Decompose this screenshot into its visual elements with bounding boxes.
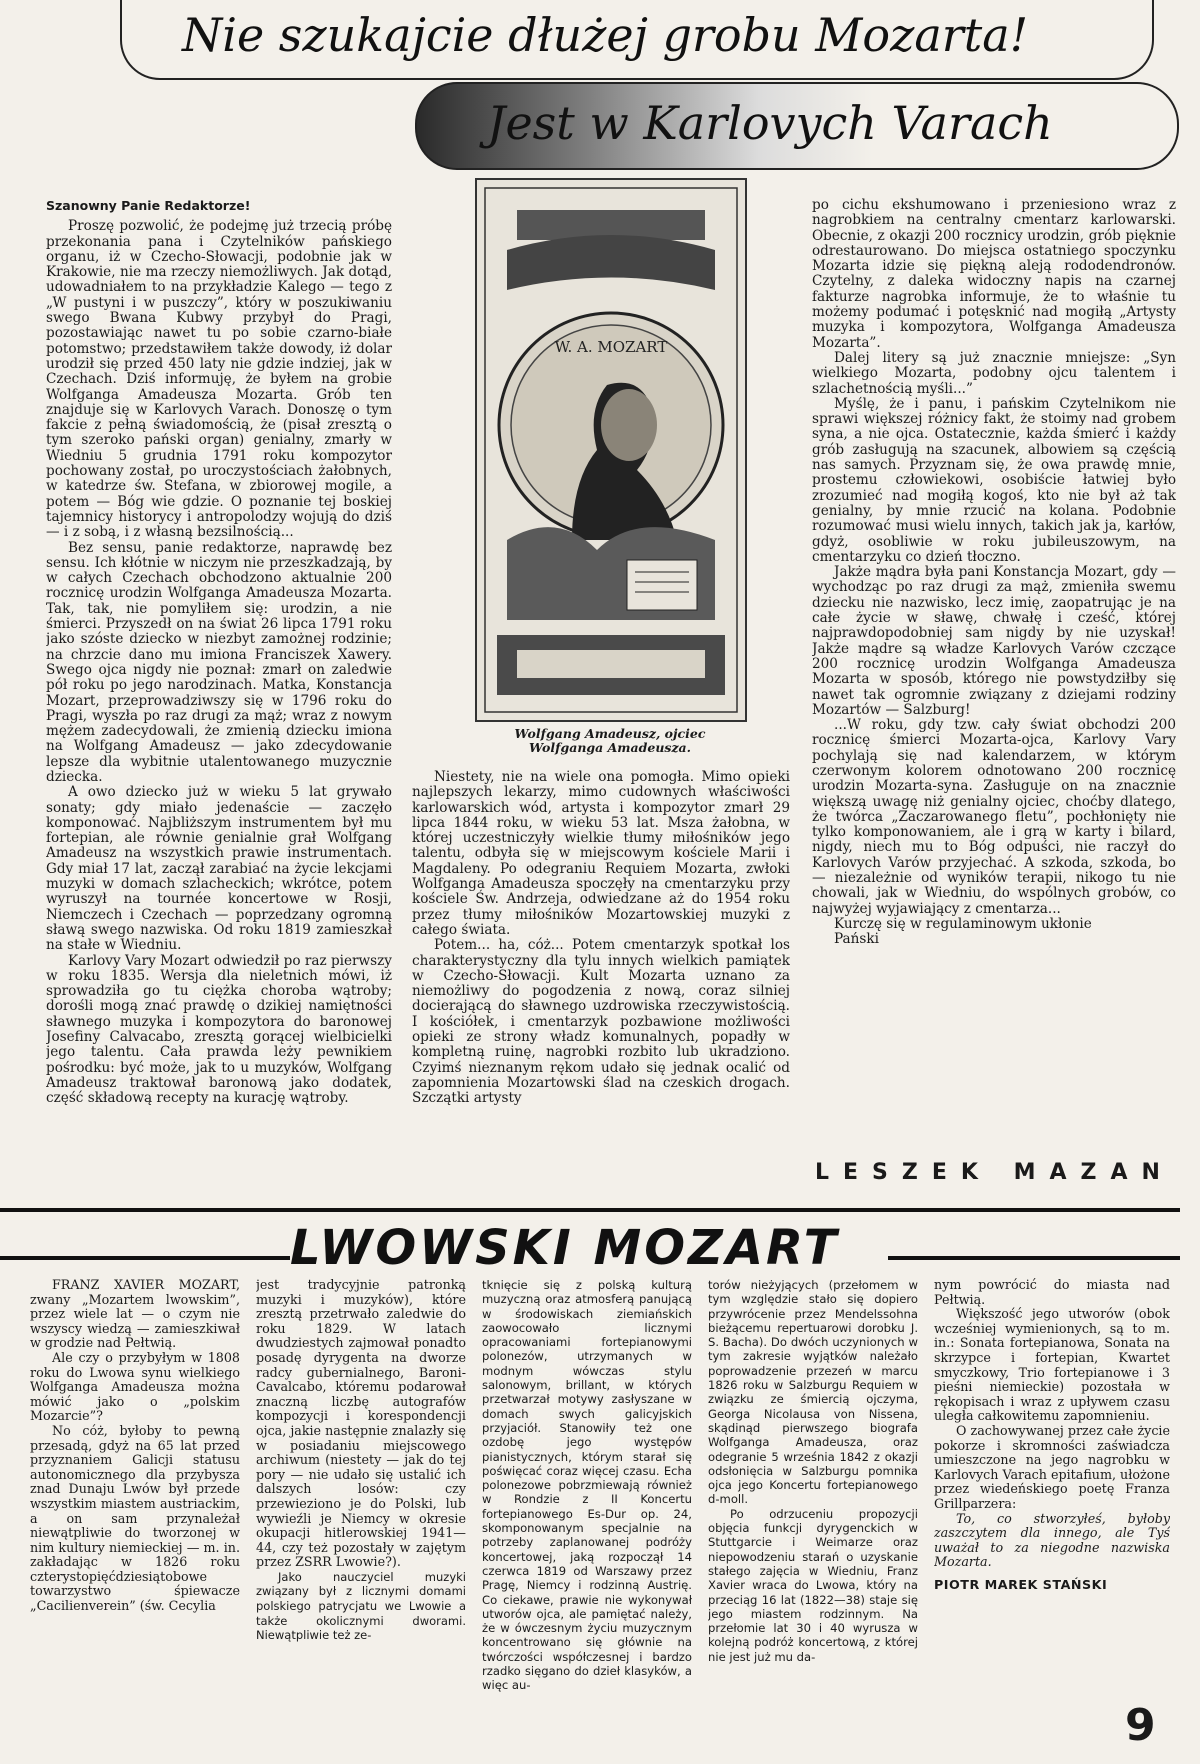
- divider-top: [0, 1208, 1180, 1212]
- paragraph: jest tradycyjnie patronką muzyki i muzyków), które zresztą przetrwało zaledwie do roku 1829. W latach dwudziestych zajmował ponadto posadę dyrygenta na dworze radcy gubernialnego, Baroni-Cavalcabo, któremu podarował znaczną liczbę autografów kompozycji i korespondencji ojca, jakie następnie znalazły się w posiadaniu miejscowego archiwum (niestety — jak do tej pory — nie udało się ustalić ich dalszych losów: czy przewieziono je do Polski, lub wywieźli je Niemcy w okresie okupacji hitlerowskiej 1941—44, czy też pozostały w zajętym przez ZSRR Lwowie?).: [256, 1278, 466, 1570]
- closing: Pański: [834, 931, 879, 948]
- mozart-portrait: [475, 178, 747, 722]
- article2-column-1: [30, 1278, 240, 1718]
- paragraph: O zachowywanej przez całe życie pokorze i skromności zaświadcza umieszczone na jego nagrobku w Karlovych Varach epitafium, ułożone przez wiedeńskiego poetę Franza Grillparzera:: [934, 1422, 1170, 1511]
- article2-column-4: [708, 1278, 918, 1718]
- epitaph: To, co stworzyłeś, byłoby zaszczytem dla innego, ale Tyś uważał to za niegodne nazwiska Mozarta.: [934, 1510, 1170, 1570]
- article2-column-3: [482, 1278, 692, 1718]
- article-title: Nie szukajcie dłużej grobu Mozarta!: [182, 8, 1029, 62]
- article1-column-3: [812, 198, 1176, 1148]
- paragraph: po cichu ekshumowano i przeniesiono wraz z nagrobkiem na centralny cmentarz karlowarski. Obecnie, z okazji 200 rocznicy urodzin, grób pięknie odrestaurowano. Do miejsca ostatniego spoczynku Mozarta idzie się piękną aleją rododendronów. Czytelny, z daleka widoczny napis na czarnej fakturze nagrobka informuje, że to właśnie tu możemy podumać i potęsknić nad mogiłą „Artysty muzyka i kompozytora, Wolfganga Amadeusza Mozarta”.: [812, 198, 1176, 351]
- article2-column-2: [256, 1278, 466, 1718]
- paragraph: Karlovy Vary Mozart odwiedził po raz pierwszy w roku 1835. Wersja dla nieletnich mówi, iż sprowadziła go tu ciężka choroba wątroby; dorośli mogą znać prawdę o dzikiej namiętności sławnego muzyka i kompozytora do baronowej Josefiny Calvacabo, zresztą gorącej wielbicielki jego talentu. Cała prawda leży pewnikiem pośrodku: być może, jak to u muzyków, Wolfgang Amadeusz traktował baronową jako dodatek, część składową recepty na kurację wątroby.: [46, 952, 392, 1107]
- paragraph: Proszę pozwolić, że podejmę już trzecią próbę przekonania pana i Czytelników pańskiego organu, iż w Czecho-Słowacji, podobnie jak w Krakowie, nie ma rzeczy niemożliwych. Jak dotąd, udowadniałem to na przykładzie Kalego — tego z „W pustyni i w puszczy”, który w poszukiwaniu swego Bwana Kubwy przybył do Pragi, pozostawiając nawet tu po sobie czarno-białe potomstwo; przedstawiłem także dowody, iż dolar urodził się przed 450 laty nie gdzie indziej, jak w Czechach. Dziś informuję, że byłem na grobie Wolfganga Amadeusza Mozarta. Grób ten znajduje się w Karlovych Varach. Donoszę o tym fakcie z pełną świadomością, że (pisał zresztą o tym szeroko pański organ) genialny, zmarły w Wiedniu 5 grudnia 1791 roku kompozytor pochowany został, po uroczystościach żałobnych, w katedrze św. Stefana, w zbiorowej mogile, a potem — Bóg wie gdzie. O poznanie tej boskiej tajemnicy historycy i antropolodzy wojują do dziś — i z sobą, i z własną bezsilnością...: [46, 218, 392, 541]
- paragraph: A owo dziecko już w wieku 5 lat grywało sonaty; gdy miało jedenaście — zaczęło komponować. Najbliższym instrumentem był mu fortepian, ale równie genialnie grał Wolfgang Amadeusz na wszystkich prawie instrumentach. Gdy miał 17 lat, zaczął zarabiać na życie lekcjami muzyki w domach szlacheckich; wkrótce, potem wyruszył na tournée koncertowe w Rosji, Niemczech i Czechach — poprzedzany ogromną sławą swego nazwiska. Od roku 1819 zamieszkał na stałe w Wiedniu.: [46, 784, 392, 954]
- article-subtitle: Jest w Karlovych Varach: [487, 96, 1053, 150]
- article2-title: LWOWSKI MOZART: [290, 1220, 840, 1276]
- title-banner: [120, 0, 1154, 80]
- paragraph: torów nieżyjących (przełomem w tym względzie stało się dopiero przywrócenie przez Mendelssohna bieżącemu repertuarowi dorobku J. S. Bacha). Do dwóch uczynionych w tym zakresie wyjątków należało poprowadzenie przezeń w marcu 1826 roku w Salzburgu Requiem w związku ze śmiercią ojczyma, Georga Nicolausa von Nissena, skądinąd pierwszego biografa Wolfganga Amadeusza, oraz odegranie 5 września 1842 z okazji odsłonięcia w Salzburgu pomnika ojca jego Koncertu fortepianowego d-moll.: [708, 1278, 918, 1507]
- paragraph: Jako nauczyciel muzyki związany był z licznymi domami polskiego patrycjatu we Lwowie a także okolicznymi dworami. Niewątpliwie też ze-: [256, 1569, 466, 1643]
- paragraph: Potem... ha, cóż... Potem cmentarzyk spotkał los charakterystyczny dla tylu innych wielkich pamiątek w Czecho-Słowacji. Kult Mozarta uznano za niemożliwy do pogodzenia z nową, coraz silniej docierającą do sławnego uzdrowiska rzeczywistością. I kościółek, i cmentarzyk pozbawione możliwości opieki ze strony władz komunalnych, popadły w kompletną ruinę, nagrobki rozbito lub ukradziono. Czyimś nieznanym rękom udało się jednak ocalić od zapomnienia Mozartowski ślad na czeskich drogach. Szczątki artysty: [412, 937, 790, 1107]
- article1-column-1: [46, 198, 392, 1198]
- article1-author: LESZEK MAZAN: [815, 1160, 1174, 1185]
- paragraph: Ale czy o przybyłym w 1808 roku do Lwowa synu wielkiego Wolfganga Amadeusza można mówić jako o „polskim Mozarcie”?: [30, 1349, 240, 1424]
- paragraph: Myślę, że i panu, i pańskim Czytelnikom nie sprawi większej różnicy fakt, że stoimy nad grobem syna, a nie ojca. Ostatecznie, każda śmierć i każdy grób zasługują na szacunek, albowiem są częścią nas samych. Przyznam się, że owa prawdę mnie, prostemu człowiekowi, osobiście łatwiej było zrozumieć nad mogiłą kogoś, kto nie był aż tak genialny, by mnie rzucić na kolana. Podobnie rozumować musi wielu innych, takich jak ja, karłów, gdyż, osobliwie w roku jubileuszowym, na cmentarzyku co dzień tłoczno.: [812, 395, 1176, 565]
- article2-column-5: [934, 1278, 1170, 1698]
- paragraph: Większość jego utworów (obok wcześniej wymienionych, są to m. in.: Sonata fortepianowa, Sonata na skrzypce i fortepian, Kwartet smyczkowy, Trio fortepianowe i 3 pieśni niemieckie) pozostała w rękopisach i wraz z upływem czasu uległa całkowitemu zapomnieniu.: [934, 1306, 1170, 1424]
- paragraph: Jakże mądra była pani Konstancja Mozart, gdy — wychodząc po raz drugi za mąż, zmieniła swemu dziecku nie nazwisko, lecz imię, zaopatrując je na całe życie w sławę, chwałę i cześć, której najprawdopodobniej sam nigdy by nie uzyskał! Jakże mądre są władze Karlovych Varów czczące 200 rocznicę urodzin Wolfganga Amadeusza Mozarta w sposób, którego nie powstydziłby się nawet tak ogromnie związany z dziejami rodziny Mozartów — Salzburg!: [812, 564, 1176, 718]
- article2-author: PIOTR MAREK STAŃSKI: [934, 1576, 1108, 1592]
- divider-right: [888, 1256, 1180, 1260]
- paragraph: nym powrócić do miasta nad Pełtwią.: [934, 1278, 1170, 1307]
- divider-left: [0, 1256, 290, 1260]
- paragraph: Bez sensu, panie redaktorze, naprawdę bez sensu. Ich kłótnie w niczym nie przeszkadzają, by w całych Czechach obchodzono aktualnie 200 rocznicę urodzin Wolfganga Amadeusza Mozarta. Tak, tak, nie pomyliłem się: urodzin, a nie śmierci. Przyszedł on na świat 26 lipca 1791 roku jako szóste dziecko w niezbyt zamożnej rodzinie; na chrzcie dano mu imiona Franciszek Xawery. Swego ojca nigdy nie poznał: zmarł on zaledwie pół roku po jego narodzinach. Matka, Konstancja Mozart, przeprowadziwszy się w 1796 roku do Pragi, wyszła po raz drugi za mąż; wraz z nowym mężem zadecydowali, że zmienią dziecku imiona na Wolfgang Amadeusz — jako zdecydowanie lepsze dla wybitnie utalentowanego muzycznie dziecka.: [46, 539, 392, 785]
- paragraph: Niestety, nie na wiele ona pomogła. Mimo opieki najlepszych lekarzy, mimo cudownych właściwości karlowarskich wód, artysta i kompozytor zmarł 29 lipca 1844 roku, w wieku 53 lat. Msza żałobna, w której uczestniczyły wielkie tłumy miłośników jego talentu, odbyła się w miejscowym kościele Marii i Magdaleny. Po odegraniu Requiem Mozarta, zwłoki Wolfganga Amadeusza spoczęły na cmentarzyku przy kościele Św. Andrzeja, odwiedzane aż do 1954 roku przez tłumy miłośników Mozartowskiej muzyki z całego świata.: [412, 770, 790, 938]
- salutation: Szanowny Panie Redaktorze!: [46, 198, 251, 213]
- paragraph: Po odrzuceniu propozycji objęcia funkcji dyrygenckich w Stuttgarcie i Weimarze oraz niepowodzeniu starań o uzyskanie stałego zajęcia w Wiedniu, Franz Xavier wraca do Lwowa, który na przeciąg 16 lat (1822—38) staje się jego miastem rodzinnym. Na przełomie lat 30 i 40 wyrusza w kolejną podróż koncertową, z której nie jest już mu da-: [708, 1506, 918, 1664]
- paragraph: tknięcie się z polską kulturą muzyczną oraz atmosferą panującą w środowiskach ziemiańskich zaowocowało licznymi opracowaniami fortepianowymi polonezów, utrzymanych w modnym wówczas stylu salonowym, brillant, w których przetwarzał motywy zasłyszane w domach swych galicyjskich przyjaciół. Stanowiły też one ozdobę jego występów pianistycznych, którym starał się poświęcać coraz więcej czasu. Echa polonezowe pobrzmiewają również w Rondzie z II Koncertu fortepianowego Es-Dur op. 24, skomponowanym specjalnie na potrzeby zaplanowanej podróży koncertowej, jaką rozpoczął 14 czerwca 1819 od Warszawy przez Pragę, Niemcy i rodzinną Austrię. Co ciekawe, prawie nie wykonywał utworów ojca, ale pamiętać należy, że w ówczesnym życiu muzycznym koncentrowano się głównie na twórczości współczesnej i bardzo rzadko sięgano do dzieł klasyków, a więc au-: [482, 1278, 692, 1693]
- portrait-engraving: [477, 180, 745, 720]
- article1-column-2: [412, 770, 790, 1190]
- paragraph: Dalej litery są już znacznie mniejsze: „Syn wielkiego Mozarta, podobny ojcu talentem i szlachetnością myśli...”: [812, 349, 1176, 397]
- paragraph: No cóż, byłoby to pewną przesadą, gdyż na 65 lat przed przyznaniem Galicji statusu autonomicznego dla przybysza znad Dunaju Lwów był przede wszystkim miastem austriackim, a on sam przynależał niewątpliwie do tworzonej w nim kultury niemieckiej — m. in. zakładając w 1826 roku czterystopięćdziesiątobowe towarzystwo śpiewacze „Cacilienverein” (św. Cecylia: [30, 1422, 240, 1614]
- subtitle-banner: [415, 82, 1179, 170]
- paragraph: Kurczę się w regulaminowym ukłonie: [834, 915, 1092, 932]
- portrait-caption: Wolfgang Amadeusz, ojciec Wolfganga Amadeusza.: [514, 726, 706, 755]
- medallion-inscription: W. A. MOZART: [554, 338, 668, 356]
- page-number: 9: [1125, 1700, 1156, 1751]
- paragraph: ...W roku, gdy tzw. cały świat obchodzi 200 rocznicę śmierci Mozarta-ojca, Karlovy Vary pochylają się nad kalendarzem, w którym czerwonym kolorem odnotowano 200 rocznicę urodzin Mozarta-syna. Zasługuje on na znacznie większą uwagę niż genialny ojciec, choćby dlatego, że twórca „Zaczarowanego fletu”, pochłonięty nie tylko komponowaniem, ale i grą w karty i bilard, nigdy, niech mu to Bóg odpuści, nie raczył do Karlovych Varów przyjechać. A szkoda, szkoda, bo — niezależnie od wyników terapii, nikogo tu nie chowali, jak w Wiedniu, do wspólnych grobów, co najwyżej wyjawiający z cmentarza...: [812, 717, 1176, 917]
- paragraph: FRANZ XAVIER MOZART, zwany „Mozartem lwowskim”, przez wiele lat — o czym nie wszyscy wiedzą — zamieszkiwał w grodzie nad Pełtwią.: [30, 1278, 240, 1351]
